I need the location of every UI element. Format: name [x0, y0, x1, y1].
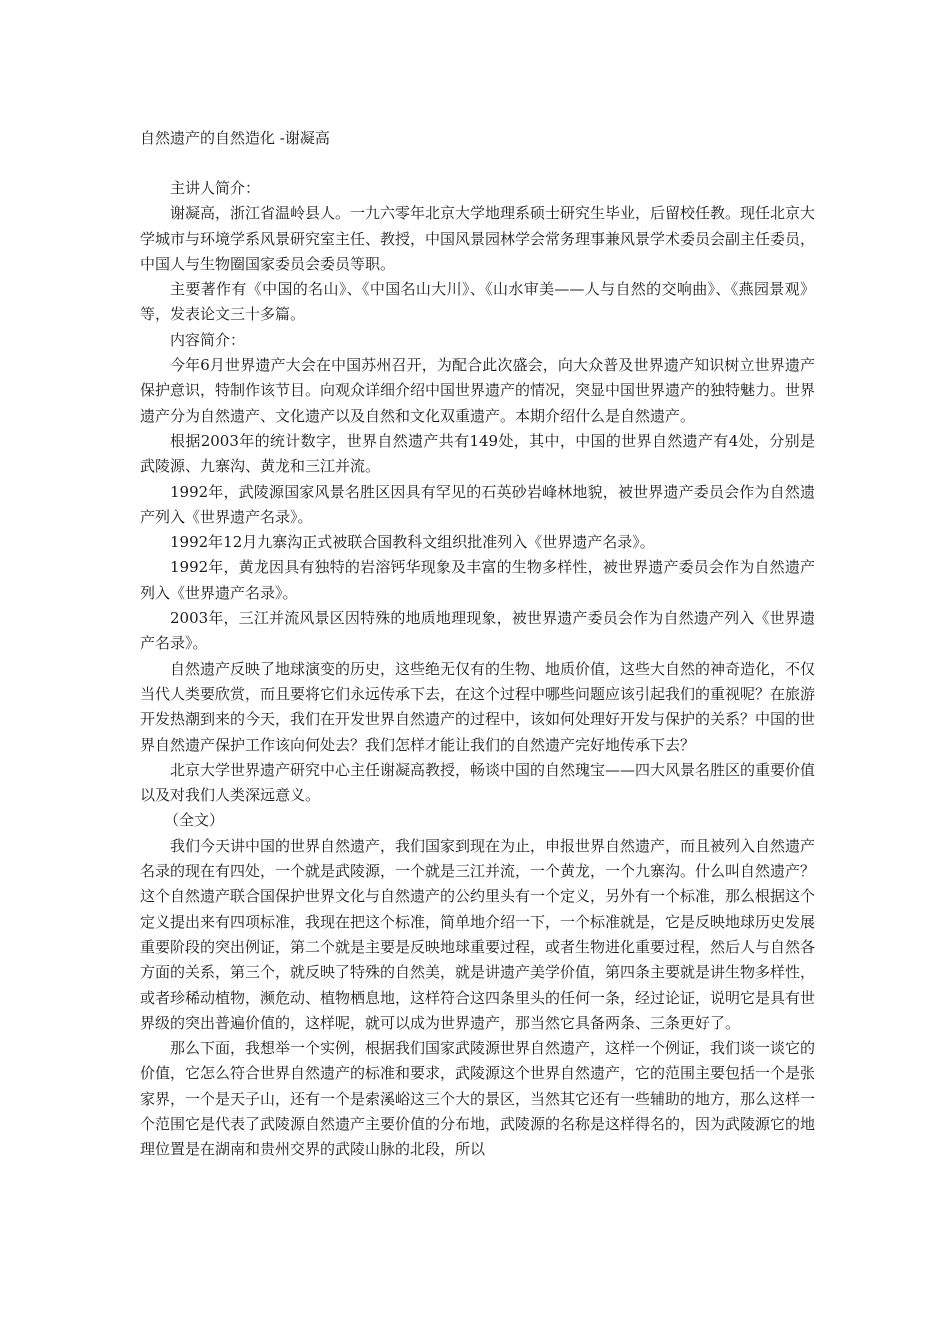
- paragraph-jiuzhaigou: 1992年12月九寨沟正式被联合国教科文组织批准列入《世界遗产名录》。: [170, 533, 655, 552]
- paragraph-statistics: 根据2003年的统计数字，世界自然遗产共有149处，其中，中国的世界自然遗产有4处，分别是武陵源、九寨沟、黄龙和三江并流。: [140, 431, 815, 476]
- paragraph-fulltext-heading: （全文）: [164, 811, 225, 830]
- paragraph-questions: 自然遗产反映了地球演变的历史，这些绝无仅有的生物、地质价值，这些大自然的神奇造化，不仅当代人类要欣赏，而且要将它们永远传承下去，在这个过程中哪些问题应该引起我们的重视呢？在旅游开发热潮到来的今天，我们在开发世界自然遗产的过程中，该如何处理好开发与保护的关系？中国的世界自然遗产保护工作该向何处去？我们怎样才能让我们的自然遗产完好地传承下去？: [140, 659, 816, 754]
- paragraph-huanglong: 1992年，黄龙因具有独特的岩溶钙华现象及丰富的生物多样性，被世界遗产委员会作为自然遗产列入《世界遗产名录》。: [140, 558, 815, 602]
- document-title: 自然遗产的自然造化 -谢凝高: [140, 129, 330, 147]
- paragraph-definition: 我们今天讲中国的世界自然遗产，我们国家到现在为止，申报世界自然遗产，而且被列入自然遗产名录的现在有四处，一个就是武陵源，一个就是三江并流，一个黄龙，一个九寨沟。什么叫自然遗产？这个自然遗产联合国保护世界文化与自然遗产的公约里头有一个定义，另外有一个标准，那么根据这个定义提出来有四项标准，我现在把这个标准，简单地介绍一下，一个标准就是，它是反映地球历史发展重要阶段的突出例证，第二个就是主要是反映地球重要过程，或者生物进化重要过程，然后人与自然各方面的关系，第三个，就反映了特殊的自然美，就是讲遗产美学价值，第四条主要就是讲生物多样性，或者珍稀动植物，濒危动、植物栖息地，这样符合这四条里头的任何一条，经过论证，说明它是具有世界级的突出普遍价值的，这样呢，就可以成为世界遗产，那当然它具备两条、三条更好了。: [140, 836, 816, 1032]
- paragraph-content-heading: 内容简介：: [170, 330, 246, 349]
- paragraph-speaker-bio: 谢凝高，浙江省温岭县人。一九六零年北京大学地理系硕士研究生毕业，后留校任教。现任北京大学城市与环境学系风景研究室主任、教授，中国风景园林学会常务理事兼风景学术委员会副主任委员，中国人与生物圈国家委员会委员等职。: [140, 204, 816, 273]
- paragraph-professor: 北京大学世界遗产研究中心主任谢凝高教授，畅谈中国的自然瑰宝——四大风景名胜区的重要价值以及对我们人类深远意义。: [140, 760, 816, 805]
- paragraph-three-rivers: 2003年，三江并流风景区因特殊的地质地理现象，被世界遗产委员会作为自然遗产列入《世界遗产名录》。: [140, 609, 815, 653]
- paragraph-wulingyuan: 1992年，武陵源国家风景名胜区因具有罕见的石英砂岩峰林地貌，被世界遗产委员会作为自然遗产列入《世界遗产名录》。: [140, 482, 815, 526]
- document-body: [140, 176, 815, 1163]
- paragraph-speaker-heading: 主讲人简介：: [170, 179, 261, 197]
- paragraph-publications: 主要著作有《中国的名山》、《中国名山大川》、《山水审美——人与自然的交响曲》、《燕园景观》等，发表论文三十多篇。: [140, 280, 815, 324]
- paragraph-example: 那么下面，我想举一个实例，根据我们国家武陵源世界自然遗产，这样一个例证，我们谈一谈它的价值，它怎么符合世界自然遗产的标准和要求，武陵源这个世界自然遗产，它的范围主要包括一个是张家界，一个是天子山，还有一个是索溪峪这三个大的景区，当然其它还有一些辅助的地方，那么这样一个范围它是代表了武陵源自然遗产主要价值的分布地，武陵源的名称是这样得名的，因为武陵源它的地理位置是在湖南和贵州交界的武陵山脉的北段，所以: [140, 1039, 816, 1159]
- paragraph-content-intro: 今年6月世界遗产大会在中国苏州召开，为配合此次盛会，向大众普及世界遗产知识树立世界遗产保护意识，特制作该节目。向观众详细介绍中国世界遗产的情况，突显中国世界遗产的独特魅力。世界遗产分为自然遗产、文化遗产以及自然和文化双重遗产。本期介绍什么是自然遗产。: [140, 356, 816, 425]
